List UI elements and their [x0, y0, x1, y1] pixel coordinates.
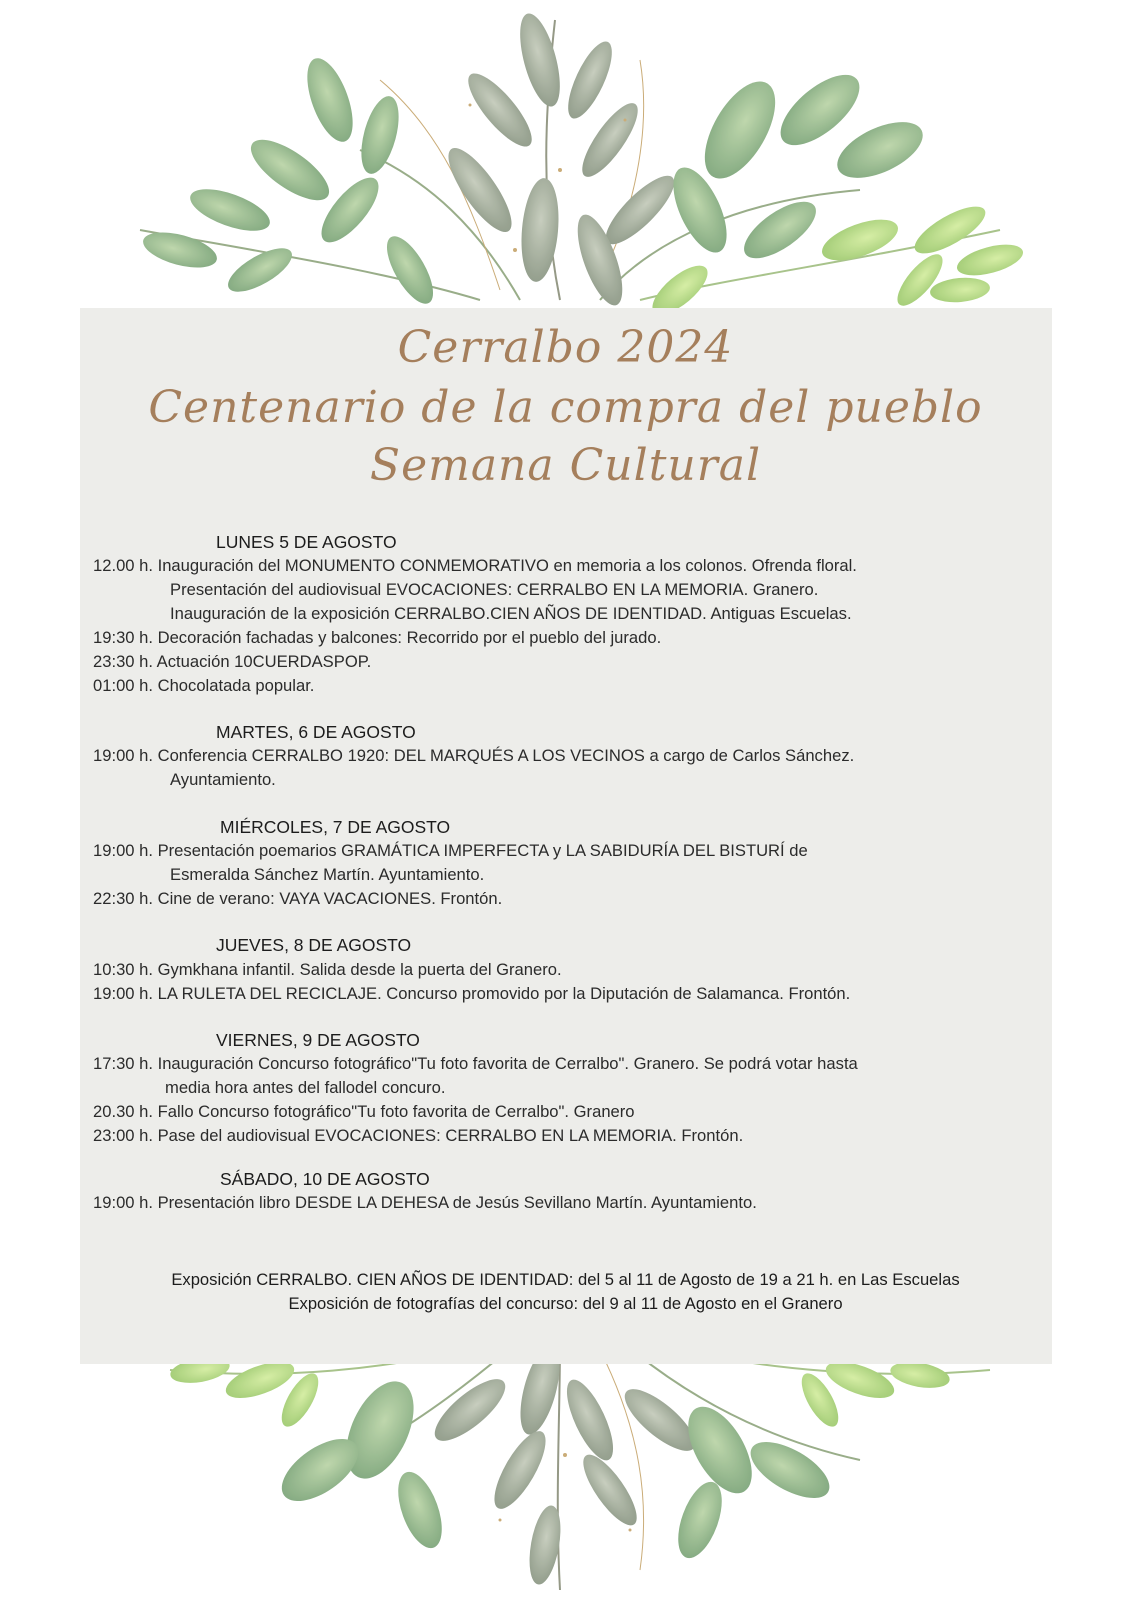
schedule-line: 22:30 h. Cine de verano: VAYA VACACIONES. Frontón. [93, 889, 503, 908]
schedule-line: 20.30 h. Fallo Concurso fotográfico"Tu foto favorita de Cerralbo". Granero [93, 1102, 635, 1121]
schedule-line: 12.00 h. Inauguración del MONUMENTO CONMEMORATIVO en memoria a los colonos. Ofrenda floral. [93, 556, 857, 575]
title-line-1: Cerralbo 2024 [397, 322, 734, 373]
schedule-line: 17:30 h. Inauguración Concurso fotográfico"Tu foto favorita de Cerralbo". Granero. Se podrá votar hasta [93, 1054, 858, 1073]
day-heading-saturday: SÁBADO, 10 DE AGOSTO [220, 1169, 430, 1189]
schedule-line: 19:00 h. Conferencia CERRALBO 1920: DEL MARQUÉS A LOS VECINOS a cargo de Carlos Sánchez. [93, 746, 855, 765]
schedule-line: Ayuntamiento. [170, 770, 276, 789]
schedule-line: 23:00 h. Pase del audiovisual EVOCACIONES: CERRALBO EN LA MEMORIA. Frontón. [93, 1126, 744, 1145]
schedule-line: 01:00 h. Chocolatada popular. [93, 676, 315, 695]
title-line-2: Centenario de la compra del pueblo [148, 382, 983, 433]
schedule-line: 19:00 h. Presentación libro DESDE LA DEHESA de Jesús Sevillano Martín. Ayuntamiento. [93, 1193, 757, 1212]
schedule-line: Presentación del audiovisual EVOCACIONES: CERRALBO EN LA MEMORIA. Granero. [170, 580, 819, 599]
title-line-3: Semana Cultural [369, 440, 762, 491]
schedule-line: Inauguración de la exposición CERRALBO.CIEN AÑOS DE IDENTIDAD. Antiguas Escuelas. [170, 604, 852, 623]
day-heading-monday: LUNES 5 DE AGOSTO [216, 532, 397, 552]
schedule-line: Esmeralda Sánchez Martín. Ayuntamiento. [170, 865, 485, 884]
schedule-line: media hora antes del fallodel concuro. [165, 1078, 446, 1097]
exhibition-note-1: Exposición CERRALBO. CIEN AÑOS DE IDENTIDAD: del 5 al 11 de Agosto de 19 a 21 h. en Las Escuelas [171, 1270, 960, 1289]
schedule-line: 10:30 h. Gymkhana infantil. Salida desde la puerta del Granero. [93, 960, 562, 979]
schedule-line: 23:30 h. Actuación 10CUERDASPOP. [93, 652, 372, 671]
schedule-line: 19:30 h. Decoración fachadas y balcones: Recorrido por el pueblo del jurado. [93, 628, 662, 647]
day-heading-wednesday: MIÉRCOLES, 7 DE AGOSTO [220, 817, 451, 837]
top-foliage [139, 9, 1026, 322]
bottom-foliage [168, 1340, 990, 1590]
day-heading-thursday: JUEVES, 8 DE AGOSTO [216, 935, 412, 955]
day-heading-friday: VIERNES, 9 DE AGOSTO [216, 1030, 420, 1050]
schedule-line: 19:00 h. Presentación poemarios GRAMÁTICA IMPERFECTA y LA SABIDURÍA DEL BISTURÍ de [93, 841, 808, 860]
exhibition-note-2: Exposición de fotografías del concurso: del 9 al 11 de Agosto en el Granero [288, 1294, 843, 1313]
schedule-line: 19:00 h. LA RULETA DEL RECICLAJE. Concurso promovido por la Diputación de Salamanca. Frontón. [93, 984, 851, 1003]
day-heading-tuesday: MARTES, 6 DE AGOSTO [216, 722, 416, 742]
